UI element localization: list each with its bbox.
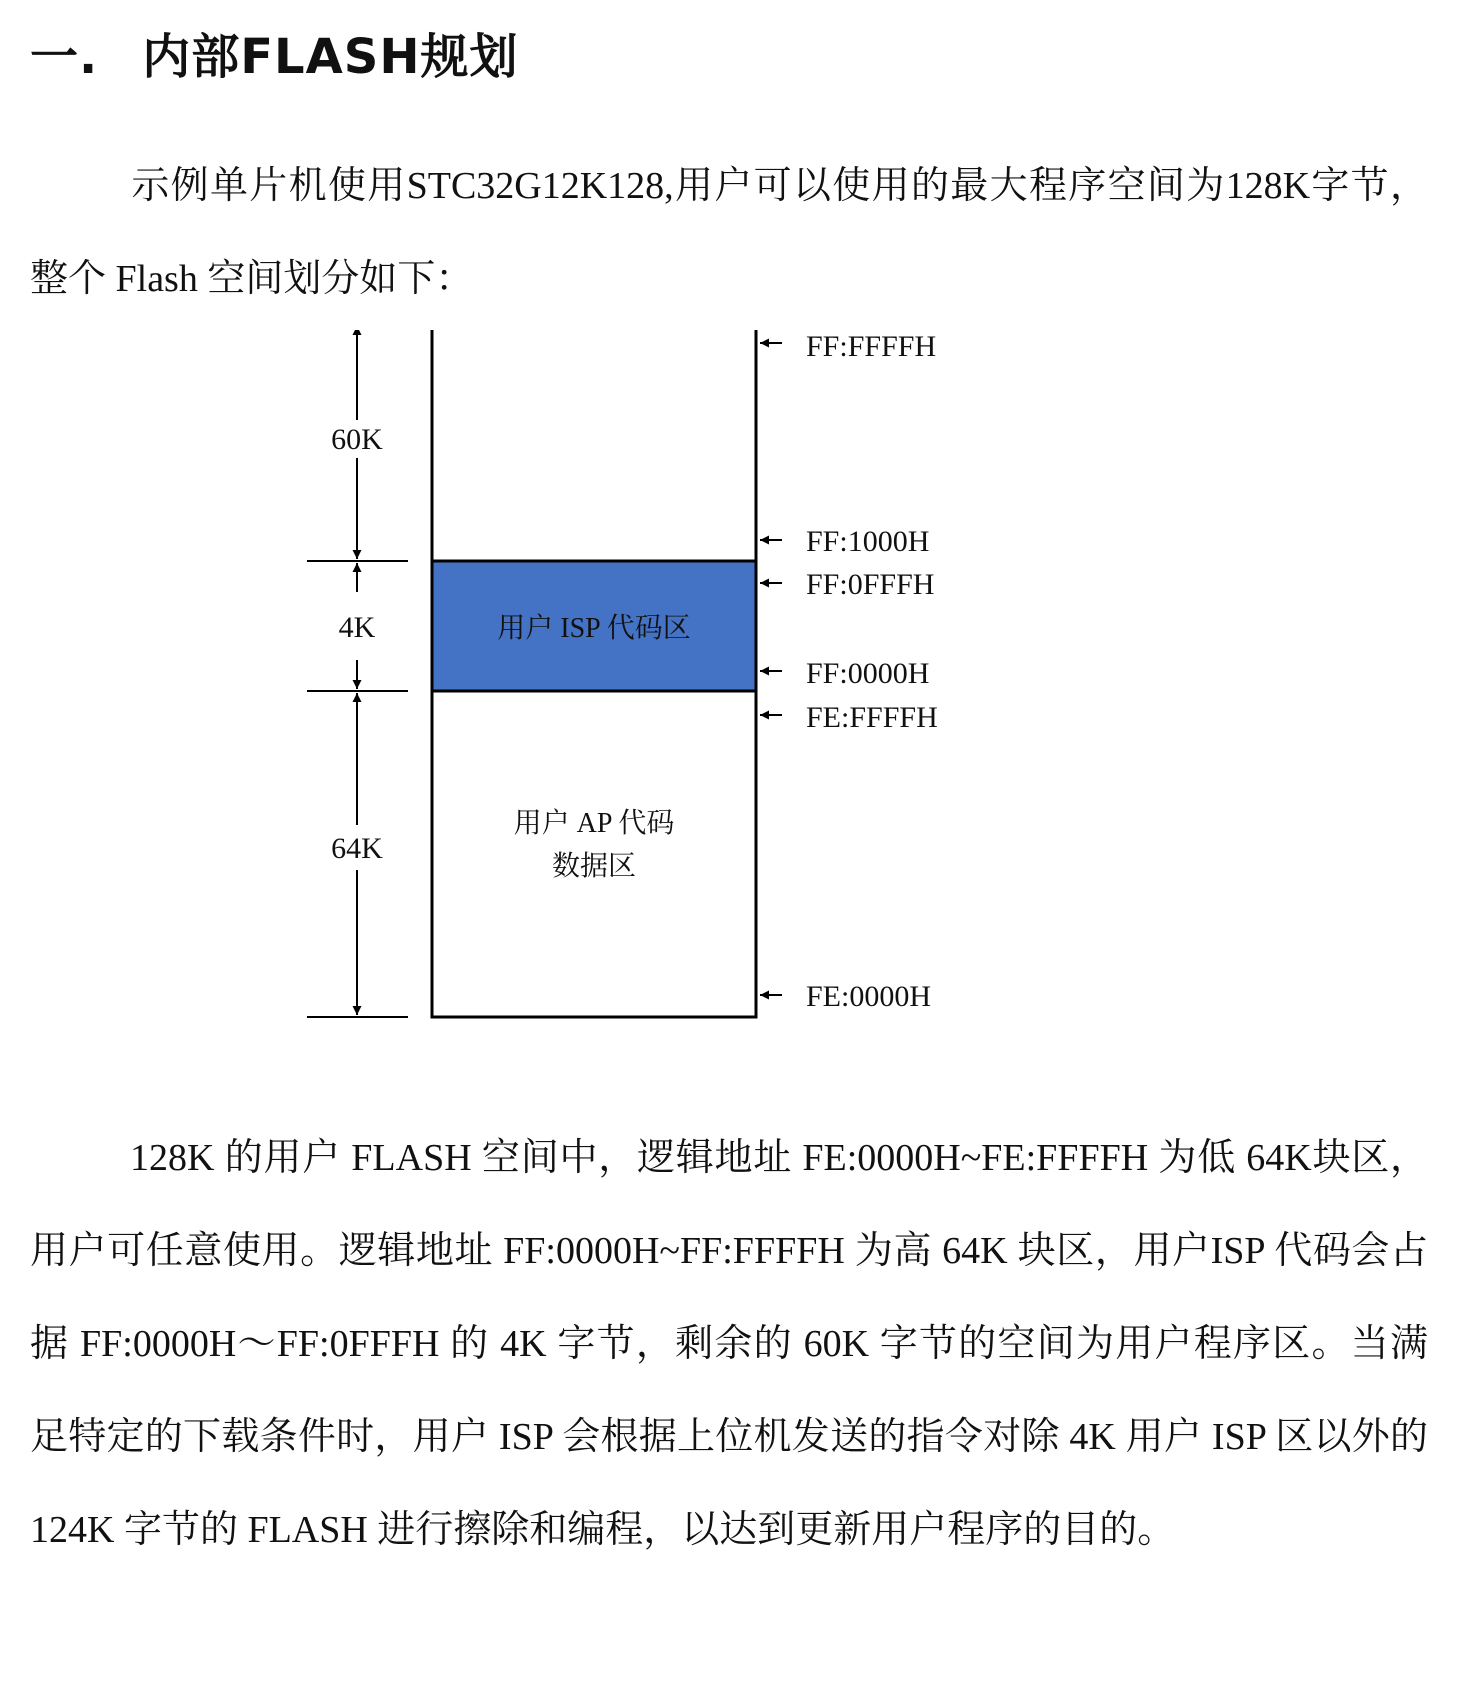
addr-label-ff-1000: FF:1000H [806,525,930,558]
section-number: 一. [30,29,99,85]
addr-label-ff-0000: FF:0000H [806,657,930,690]
intro-text: 示例单片机使用STC32G12K128,用户可以使用的最大程序空间为128K字节，整个 Flash 空间划分如下： [30,165,1428,300]
addr-label-ff-0fff: FF:0FFFH [806,568,935,601]
size-label-60k: 60K [331,423,383,456]
size-label-4k: 4K [338,611,376,644]
section-title: 内部FLASH规划 [142,29,519,85]
body-text: 128K 的用户 FLASH 空间中，逻辑地址 FE:0000H~FE:FFFFH 为低 64K块区，用户可任意使用。逻辑地址 FF:0000H~FF:FFFFH 为高 64K 块区，用户ISP 代码会占据 FF:0000H～FF:0FFFH 的 4K 字节，剩余的 60K 字节的空间为用户程序区。当满足特定的下载条件时，用户 ISP 会根据上位机发送的指令对除 4K 用户 ISP 区以外的 124K 字节的 FLASH 进行擦除和编程，以达到更新用户程序的目的。 [30,1137,1428,1551]
addr-label-ff-ffff: FF:FFFFH [806,330,937,363]
section-heading [30,18,519,87]
ap-region-label-line1: 用户 AP 代码 [513,808,675,839]
body-paragraph [30,1112,1428,1577]
flash-layout-diagram [0,330,1461,1050]
addr-label-fe-ffff: FE:FFFFH [806,701,938,734]
size-label-64k: 64K [331,832,383,865]
addr-label-fe-0000: FE:0000H [806,980,932,1013]
ap-region-label-line2: 数据区 [551,851,637,882]
intro-paragraph [30,140,1428,326]
isp-region-label: 用户 ISP 代码区 [497,613,691,644]
